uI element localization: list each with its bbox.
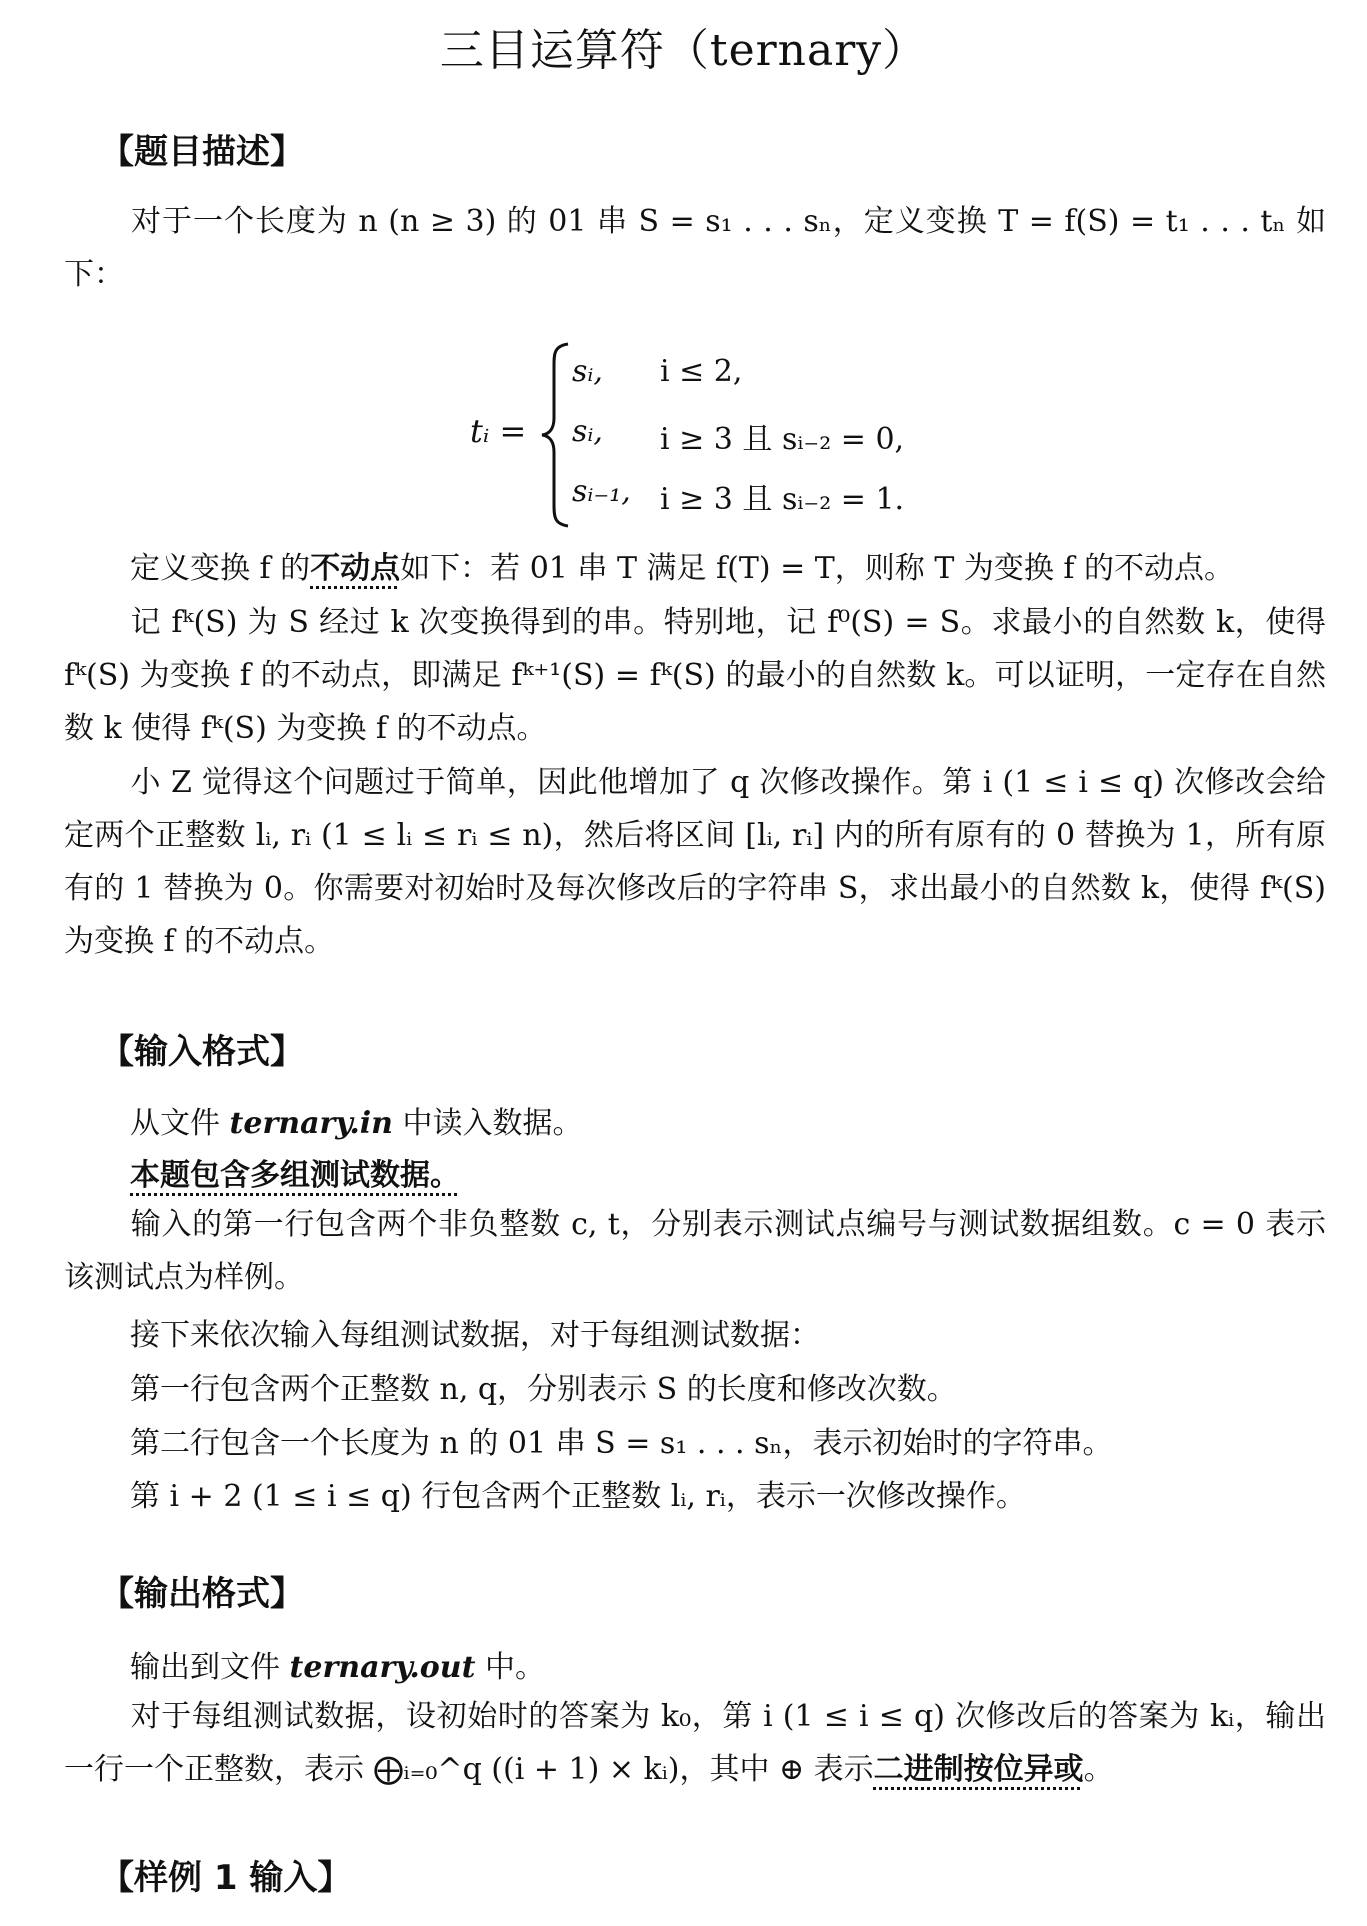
input-line-4: 接下来依次输入每组测试数据，对于每组测试数据： — [130, 1318, 820, 1353]
description-para-1: 对于一个长度为 n (n ≥ 3) 的 01 串 S = s₁ . . . sₙ，定义变换 T = f(S) = t₁ . . . tₙ 如下： — [64, 204, 1326, 292]
sample-input-heading: 【样例 1 输入】 — [100, 1858, 352, 1898]
input-line-2: 本题包含多组测试数据。 — [130, 1158, 460, 1193]
description-heading: 【题目描述】 — [100, 132, 304, 172]
xor-term: 二进制按位异或 — [873, 1752, 1084, 1787]
input-line-7: 第 i + 2 (1 ≤ i ≤ q) 行包含两个正整数 lᵢ, rᵢ，表示一次修改操作。 — [130, 1479, 1026, 1514]
formula-row-3-condition: i ≥ 3 且 sᵢ₋₂ = 1. — [660, 482, 905, 517]
input-heading: 【输入格式】 — [100, 1032, 304, 1072]
input-line-5: 第一行包含两个正整数 n, q，分别表示 S 的长度和修改次数。 — [130, 1372, 957, 1407]
input-para-3: 输入的第一行包含两个非负整数 c, t，分别表示测试点编号与测试数据组数。c = 0 表示该测试点为样例。 — [64, 1207, 1326, 1295]
output-filename: ternary.out — [289, 1650, 476, 1685]
formula-row-1-condition: i ≤ 2, — [660, 354, 743, 389]
formula-row-3-value: sᵢ₋₁, — [572, 474, 631, 509]
input-line-6: 第二行包含一个长度为 n 的 01 串 S = s₁ . . . sₙ，表示初始时的字符串。 — [130, 1426, 1113, 1461]
formula-row-1-value: sᵢ, — [572, 354, 603, 389]
formula-row-2-value: sᵢ, — [572, 414, 603, 449]
left-brace-icon — [538, 340, 574, 530]
output-heading: 【输出格式】 — [100, 1574, 304, 1614]
page-title: 三目运算符（ternary） — [439, 25, 928, 76]
fixed-point-term: 不动点 — [310, 551, 401, 586]
output-para-2: 对于每组测试数据，设初始时的答案为 k₀，第 i (1 ≤ i ≤ q) 次修改后的答案为 kᵢ，输出一行一个正整数，表示 ⨁ᵢ₌₀^q ((i + 1) × kᵢ)，其中 ⊕ 表示二进制按位异或。 — [64, 1699, 1326, 1787]
description-para-2: 定义变换 f 的不动点如下：若 01 串 T 满足 f(T) = T，则称 T 为变换 f 的不动点。 — [130, 551, 1235, 586]
output-line-1: 输出到文件 ternary.out 中。 — [130, 1650, 546, 1685]
piecewise-formula — [470, 330, 990, 530]
formula-lhs: tᵢ = — [470, 412, 527, 450]
input-filename: ternary.in — [229, 1106, 393, 1141]
formula-row-2-condition: i ≥ 3 且 sᵢ₋₂ = 0, — [660, 422, 905, 457]
description-para-3: 记 fᵏ(S) 为 S 经过 k 次变换得到的串。特别地，记 f⁰(S) = S。求最小的自然数 k，使得 fᵏ(S) 为变换 f 的不动点，即满足 fᵏ⁺¹(S) = fᵏ(S) 的最小的自然数 k。可以证明，一定存在自然数 k 使得 fᵏ(S) 为变换 f 的不动点。 — [64, 605, 1326, 746]
description-para-4: 小 Z 觉得这个问题过于简单，因此他增加了 q 次修改操作。第 i (1 ≤ i ≤ q) 次修改会给定两个正整数 lᵢ, rᵢ (1 ≤ lᵢ ≤ rᵢ ≤ n)，然后将区间 [lᵢ, rᵢ] 内的所有原有的 0 替换为 1，所有原有的 1 替换为 0。你需要对初始时及每次修改后的字符串 S，求出最小的自然数 k，使得 fᵏ(S) 为变换 f 的不动点。 — [64, 765, 1326, 959]
input-line-1: 从文件 ternary.in 中读入数据。 — [130, 1106, 583, 1141]
